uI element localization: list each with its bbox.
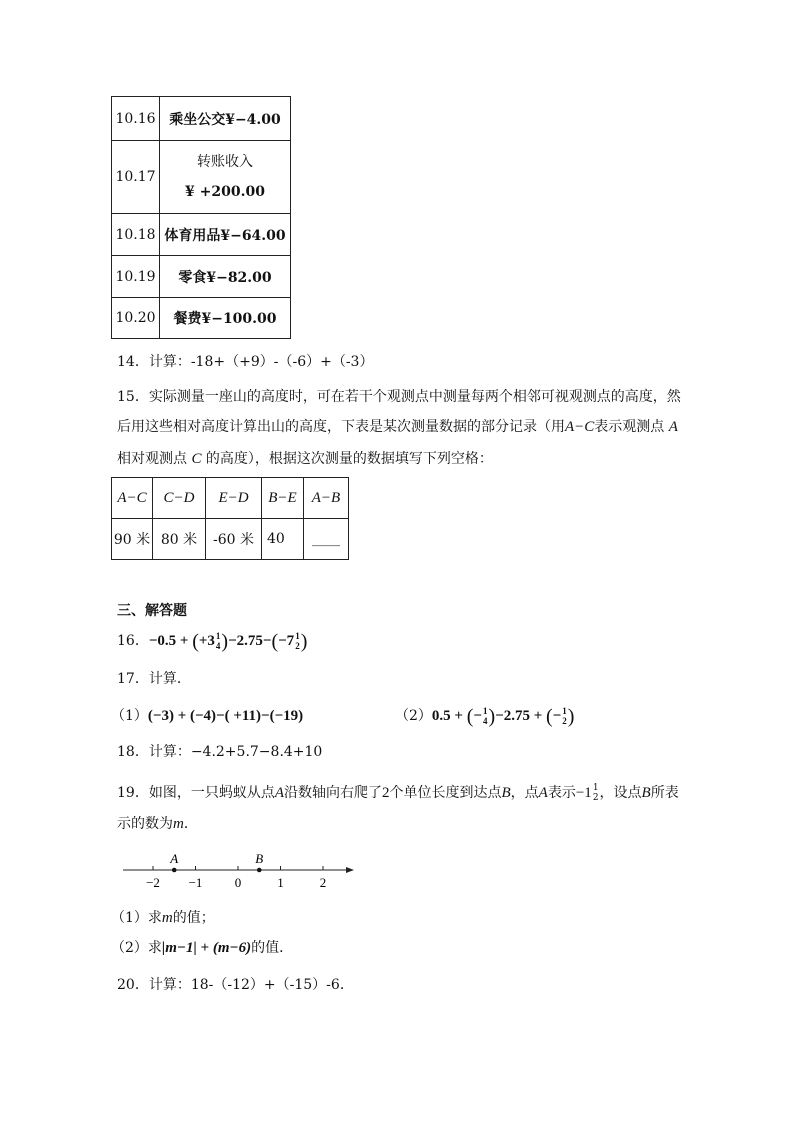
question-15-line3: [117, 449, 493, 469]
value-cell: -60 米: [206, 519, 262, 560]
question-20: 20．计算：18-（-12）+（-15）-6．: [117, 977, 354, 993]
fraction: 1 4: [215, 631, 221, 652]
value-cell: 40: [262, 519, 304, 560]
item-cell: [160, 141, 291, 214]
number-line: [120, 848, 360, 892]
text: 相对观测点: [117, 451, 192, 467]
value-cell: 90 米: [112, 519, 153, 560]
text: 的高度），根据这次测量的数据填写下列空格：: [201, 451, 493, 467]
math: −0.5 + (+3 1 4 )−2.75−(−7 1 2 ): [148, 630, 308, 653]
question-15-line2: [117, 417, 678, 437]
date-cell: 10.19: [112, 256, 160, 298]
question-17-title: 17．计算．: [117, 671, 191, 687]
question-19-line2: 示的数为m．: [117, 816, 198, 832]
tick-label: 1: [277, 875, 284, 890]
item-line: ¥ +200.00: [185, 184, 265, 200]
header-cell: E−D: [206, 478, 262, 519]
item-cell: 体育用品¥−64.00: [160, 214, 291, 256]
question-18: 18．计算：−4.2+5.7−8.4+10: [117, 744, 323, 760]
value-cell: 80 米: [153, 519, 206, 560]
answer-blank[interactable]: ____: [304, 519, 349, 560]
text: 后用这些相对高度计算出山的高度，下表是某次测量数据的部分记录（用: [117, 419, 565, 435]
term: −2.75−: [228, 633, 272, 649]
header-cell: B−E: [262, 478, 304, 519]
axis-arrow-icon: [346, 867, 354, 873]
item-cell: 乘坐公交¥−4.00: [160, 97, 291, 141]
point-a-label: A: [170, 851, 179, 866]
section-title: 三、解答题: [117, 603, 187, 619]
question-19-line1: 19．如图，一只蚂蚁从点A沿数轴向右爬了2个单位长度到达点B，点A表示−1 1 2 ，设点B所表: [117, 782, 679, 803]
term: −7: [278, 633, 295, 649]
question-14: 14．计算：-18+（+9）-（-6）+（-3）: [117, 354, 374, 370]
term: +3: [198, 633, 215, 649]
question-17-part1: [111, 704, 303, 728]
tick-label: 2: [319, 875, 327, 890]
height-table: [111, 477, 349, 560]
header-cell: A−C: [112, 478, 153, 519]
tick-label: −1: [188, 875, 203, 890]
tick-label: 0: [234, 875, 242, 890]
question-19-part2: （2）求|m−1| + (m−6)的值．: [111, 940, 294, 956]
question-15-line1: 15．实际测量一座山的高度时，可在若干个观测点中测量每两个相邻可视观测点的高度，然: [117, 389, 681, 405]
num: 16．: [117, 633, 149, 649]
fraction: 1 2: [562, 706, 567, 727]
point-b-label: B: [255, 851, 264, 866]
label: （2）: [395, 708, 432, 724]
date-cell: 10.16: [112, 97, 160, 141]
item-cell: 零食¥−82.00: [160, 256, 291, 298]
point-b: [257, 868, 262, 873]
date-cell: 10.20: [112, 298, 160, 339]
math: A: [668, 419, 678, 435]
item-line: 转账收入: [197, 154, 253, 170]
tick-label: −2: [146, 875, 160, 890]
date-cell: 10.17: [112, 141, 160, 214]
question-17-part2: [395, 704, 574, 729]
term: −0.5 +: [148, 633, 193, 649]
transaction-table: [111, 96, 291, 339]
fraction: 1 2: [295, 631, 300, 652]
math: C: [191, 451, 202, 467]
question-19-part1: （1）求m的值；: [111, 910, 215, 926]
text: 表示观测点: [594, 419, 669, 435]
math: A−C: [565, 419, 595, 435]
date-cell: 10.18: [112, 214, 160, 256]
fraction: 1 4: [482, 706, 488, 727]
item-cell: 餐费¥−100.00: [160, 298, 291, 339]
fraction: 1 2: [592, 782, 599, 803]
header-cell: A−B: [304, 478, 349, 519]
point-a: [172, 868, 177, 873]
header-cell: C−D: [153, 478, 206, 519]
math: (−3) + (−4)−( +11)−(−19): [147, 708, 304, 724]
question-16: [117, 629, 307, 654]
math: 0.5 + (− 1 4 )−2.75 + (− 1 2 ): [431, 705, 575, 728]
label: （1）: [111, 708, 148, 724]
